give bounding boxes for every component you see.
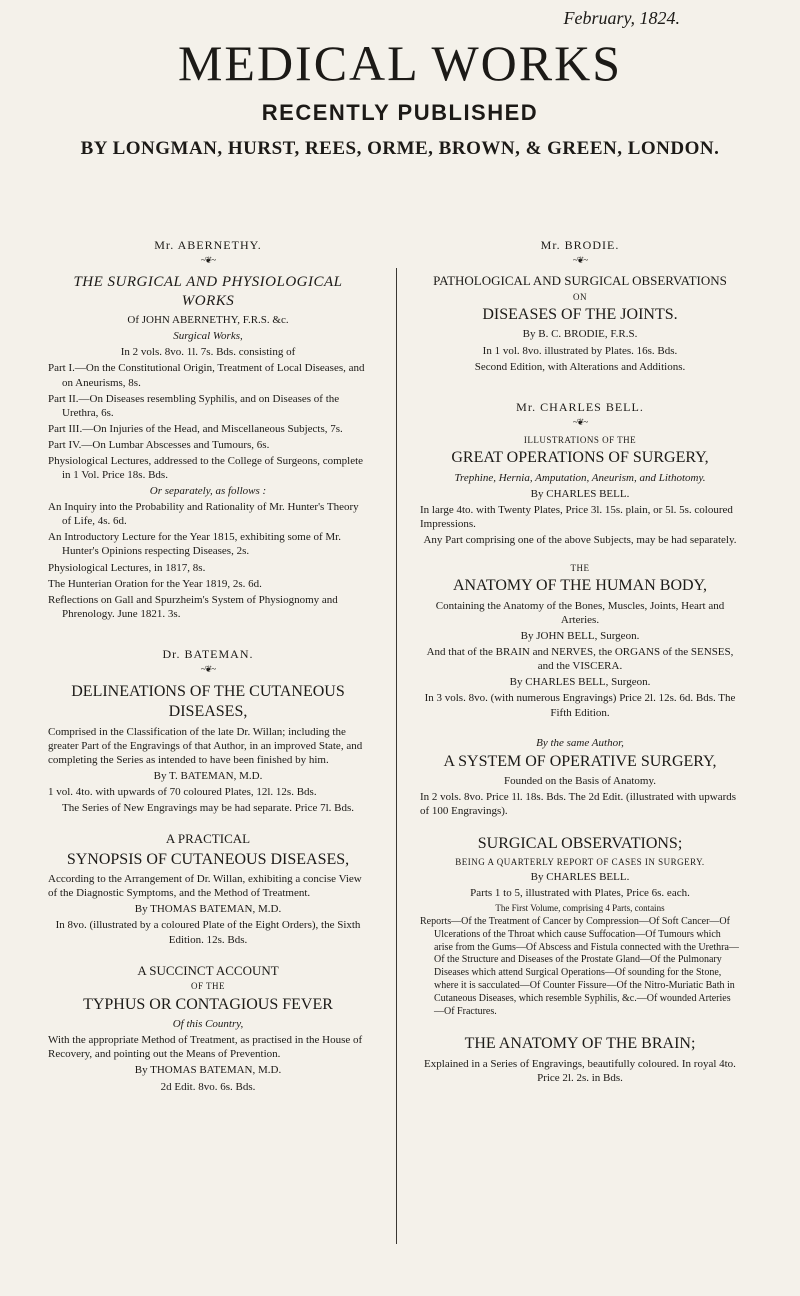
list-item: Reflections on Gall and Spurzheim's System of Physiognomy and Phrenology. June 1821. 3s.: [48, 593, 338, 620]
book-description: With the appropriate Method of Treatment, as practised in the House of Recovery, and pointing out the Means of Prevention.: [48, 1034, 363, 1061]
abernethy-section: [48, 238, 368, 621]
book-title: DISEASES OF THE JOINTS.: [482, 306, 678, 324]
book-description: According to the Arrangement of Dr. Willan, exhibiting a concise View of the Diagnostic Symptoms, and the Method of Treatment.: [48, 873, 362, 900]
book-subtitle: BEING A QUARTERLY REPORT OF CASES IN SURGERY.: [455, 856, 705, 867]
price-line: 1 vol. 4to. with upwards of 70 coloured Plates, 12l. 12s. Bds.: [48, 785, 317, 798]
book-title-prefix: THE: [570, 562, 590, 573]
book-title-prefix: ILLUSTRATIONS OF THE: [523, 434, 637, 445]
volume-info: In 2 vols. 8vo. 1l. 7s. Bds. consisting of: [120, 346, 296, 359]
author-heading: Mr. ABERNETHY.: [154, 238, 262, 252]
sub-title: RECENTLY PUBLISHED: [261, 100, 539, 125]
list-item: An Introductory Lecture for the Year 1815, exhibiting some of Mr. Hunter's Opinions respecting Diseases, 2s.: [48, 531, 341, 558]
list-item: Physiological Lectures, addressed to the College of Surgeons, complete in 1 Vol. Price 18s. Bds.: [48, 454, 364, 482]
list-item: Part I.—On the Constitutional Origin, Treatment of Local Diseases, and on Aneurisms, 8s.: [48, 362, 365, 389]
list-item: Part II.—On Diseases resembling Syphilis, and on Diseases of the Urethra, 6s.: [48, 392, 340, 419]
author-heading: Mr. CHARLES BELL.: [516, 399, 644, 414]
bateman-section: [48, 647, 368, 1094]
date-line: February, 1824.: [563, 8, 680, 28]
book-title: ANATOMY OF THE HUMAN BODY,: [452, 577, 708, 595]
ornament-icon: ~❦~: [572, 417, 588, 428]
book-description: And that of the BRAIN and NERVES, the ORGANS of the SENSES, and the VISCERA.: [426, 646, 734, 673]
book-author-line: By CHARLES BELL, Surgeon.: [509, 676, 651, 689]
book-description: Comprised in the Classification of the late Dr. Willan; including the greater Part of the Engravings of that Author, in an improved State, and completing the Series as intended to have been finished by him.: [48, 725, 363, 766]
book-title-connector: OF THE: [190, 981, 226, 992]
book-author-line: By T. BATEMAN, M.D.: [153, 769, 263, 782]
note-line: The First Volume, comprising 4 Parts, contains: [495, 902, 665, 913]
reports-list: Reports—Of the Treatment of Cancer by Compression—Of Soft Cancer—Of Ulcerations of the Throat which cause Suffocation—Of Tumours which arise from the Gums—Of Abscess and Fistula connected with the Urethra—Of the Structure and Diseases of the Prostate Gland—Of the Pulmonary Diseases which attend Surgical Operations—Of sounding for the Stone, where it is sacculated—Of Counter Fissure—Of the Nitro-Muriatic Bath in Cutaneous Diseases, which resemble Syphilis, &c.—Of wounded Arteries—Of Fractures.: [420, 916, 739, 1017]
book-title: PATHOLOGICAL AND SURGICAL OBSERVATIONS: [433, 272, 727, 288]
note-line: The Series of New Engravings may be had separate. Price 7l. Bds.: [61, 802, 355, 815]
book-title: TYPHUS OR CONTAGIOUS FEVER: [83, 995, 333, 1013]
publisher-line: BY LONGMAN, HURST, REES, ORME, BROWN, & GREEN, LONDON.: [80, 138, 720, 159]
book-title: SYNOPSIS OF CUTANEOUS DISEASES,: [66, 850, 350, 868]
left-column: [48, 238, 368, 1096]
book-title-connector: ON: [573, 291, 587, 302]
book-title: A SYSTEM OF OPERATIVE SURGERY,: [443, 752, 717, 770]
book-description: Explained in a Series of Engravings, beautifully coloured. In royal 4to. Price 2l. 2s. in Bds.: [424, 1057, 736, 1084]
main-title: MEDICAL WORKS: [177, 35, 623, 91]
column-divider: [396, 268, 397, 1244]
book-title: THE SURGICAL AND PHYSIOLOGICAL WORKS: [73, 273, 343, 310]
ornament-icon: ~❦~: [572, 255, 588, 266]
author-heading: Dr. BATEMAN.: [162, 646, 254, 661]
price-line: In 2 vols. 8vo. Price 1l. 18s. Bds. The 2d Edit. (illustrated with upwards of 100 Engravings).: [420, 791, 737, 818]
book-title: SURGICAL OBSERVATIONS;: [477, 835, 683, 853]
price-line: In 3 vols. 8vo. (with numerous Engravings) Price 2l. 12s. 6d. Bds. The Fifth Edition.: [424, 692, 736, 719]
book-author-line: By THOMAS BATEMAN, M.D.: [134, 903, 282, 916]
note-line: Any Part comprising one of the above Subjects, may be had separately.: [423, 533, 737, 546]
separately-label: Or separately, as follows :: [149, 485, 267, 498]
book-title: THE ANATOMY OF THE BRAIN;: [464, 1035, 696, 1053]
book-author-line: By JOHN BELL, Surgeon.: [520, 630, 640, 643]
book-description: Containing the Anatomy of the Bones, Muscles, Joints, Heart and Arteries.: [435, 599, 725, 627]
book-author-line: By THOMAS BATEMAN, M.D.: [134, 1064, 282, 1077]
author-heading: Mr. BRODIE.: [540, 238, 620, 252]
list-item: The Hunterian Oration for the Year 1819, 2s. 6d.: [48, 577, 262, 590]
book-subtitle: By the same Author,: [536, 736, 624, 749]
price-line: In large 4to. with Twenty Plates, Price 3l. 15s. plain, or 5l. 5s. coloured Impressions.: [420, 503, 733, 530]
ornament-icon: ~❦~: [200, 664, 216, 675]
right-column: [420, 238, 740, 1087]
book-title: GREAT OPERATIONS OF SURGERY,: [451, 449, 709, 467]
book-subtitle: Trephine, Hernia, Amputation, Aneurism, and Lithotomy.: [454, 471, 706, 484]
book-author-line: Of JOHN ABERNETHY, F.R.S. &c.: [127, 314, 289, 327]
list-item: Part IV.—On Lumbar Abscesses and Tumours, 6s.: [48, 438, 270, 451]
book-subtitle: Of this Country,: [172, 1018, 244, 1031]
list-item: Part III.—On Injuries of the Head, and Miscellaneous Subjects, 7s.: [48, 422, 343, 435]
edition-line: Second Edition, with Alterations and Additions.: [474, 360, 686, 373]
book-title-prefix: A PRACTICAL: [165, 831, 251, 847]
brodie-section: [420, 238, 740, 374]
book-author-line: By CHARLES BELL.: [530, 871, 630, 884]
list-item: Physiological Lectures, in 1817, 8s.: [48, 561, 206, 574]
book-author-line: By B. C. BRODIE, F.R.S.: [522, 328, 638, 341]
book-title-prefix: A SUCCINCT ACCOUNT: [137, 962, 279, 978]
book-title: DELINEATIONS OF THE CUTANEOUS DISEASES,: [71, 682, 345, 721]
book-description: Founded on the Basis of Anatomy.: [503, 775, 657, 788]
section-label: Surgical Works,: [173, 330, 243, 343]
price-line: In 1 vol. 8vo. illustrated by Plates. 16s. Bds.: [482, 344, 678, 357]
price-line: Parts 1 to 5, illustrated with Plates, Price 6s. each.: [470, 887, 690, 900]
ornament-icon: ~❦~: [200, 255, 216, 266]
list-item: An Inquiry into the Probability and Rationality of Mr. Hunter's Theory of Life, 4s. 6d.: [48, 501, 359, 528]
price-line: 2d Edit. 8vo. 6s. Bds.: [160, 1080, 256, 1093]
bell-section: [420, 400, 740, 1085]
book-author-line: By CHARLES BELL.: [530, 487, 630, 500]
price-line: In 8vo. (illustrated by a coloured Plate of the Eight Orders), the Sixth Edition. 12s. Bds.: [55, 919, 361, 946]
